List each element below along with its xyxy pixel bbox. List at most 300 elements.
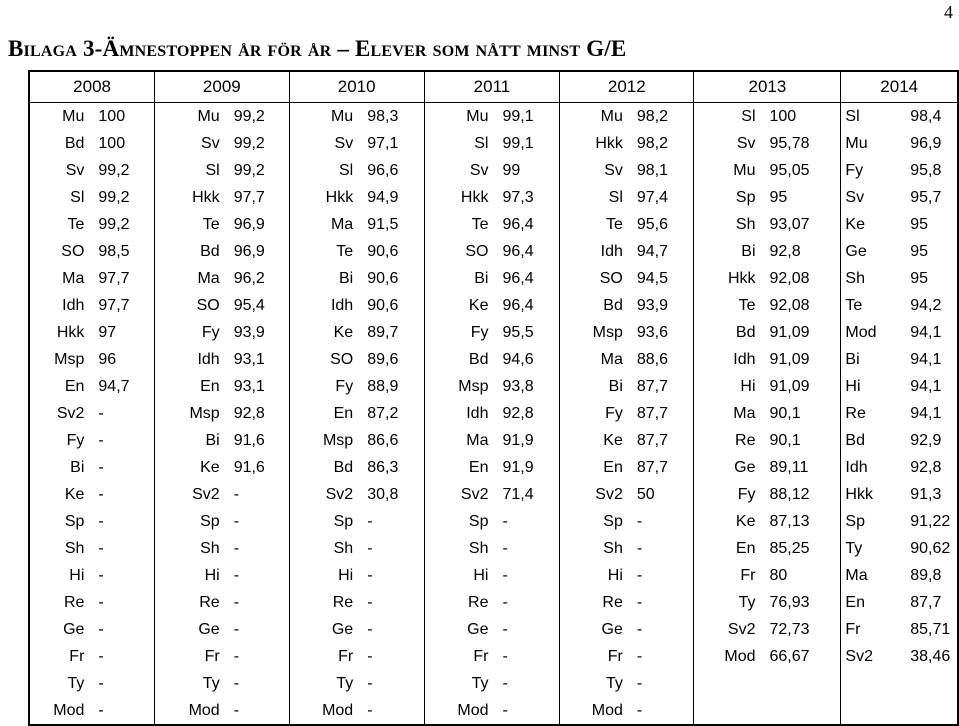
value-cell: 95	[900, 238, 958, 265]
value-cell: 94,1	[900, 373, 958, 400]
value-cell: 87,7	[627, 454, 694, 481]
value-cell: 91,6	[224, 454, 289, 481]
value-cell: -	[492, 616, 559, 643]
subject-cell: Bd	[424, 346, 492, 373]
year-header-2009: 2009	[155, 71, 289, 103]
subject-cell: Ke	[424, 292, 492, 319]
subject-cell: Hkk	[694, 265, 760, 292]
table-row	[29, 589, 958, 616]
subject-cell: Mu	[424, 103, 492, 131]
value-cell: 98,2	[627, 103, 694, 131]
value-cell: 90,62	[900, 535, 958, 562]
subject-cell: Idh	[155, 346, 224, 373]
value-cell: -	[88, 454, 154, 481]
subject-cell: SO	[560, 265, 627, 292]
subject-cell: Bd	[29, 130, 88, 157]
value-cell: 99	[492, 157, 559, 184]
table-row	[29, 292, 958, 319]
value-cell: -	[357, 697, 424, 725]
subject-cell: Sl	[29, 184, 88, 211]
table-row	[29, 400, 958, 427]
value-cell: 93,1	[224, 346, 289, 373]
value-cell: -	[357, 508, 424, 535]
subject-cell: SO	[424, 238, 492, 265]
subject-cell: Sv	[560, 157, 627, 184]
value-cell: 94,2	[900, 292, 958, 319]
value-cell: 87,2	[357, 400, 424, 427]
table-row	[29, 481, 958, 508]
subject-cell: En	[560, 454, 627, 481]
subject-cell: Idh	[289, 292, 357, 319]
value-cell: -	[224, 589, 289, 616]
subject-cell: Ge	[29, 616, 88, 643]
value-cell: 99,2	[88, 184, 154, 211]
value-cell: 91,6	[224, 427, 289, 454]
value-cell: 92,08	[760, 265, 841, 292]
value-cell: 96,4	[492, 265, 559, 292]
subject-cell: Bi	[424, 265, 492, 292]
subject-cell: Fy	[424, 319, 492, 346]
value-cell: 71,4	[492, 481, 559, 508]
value-cell: -	[627, 670, 694, 697]
subject-cell: Idh	[694, 346, 760, 373]
value-cell: -	[88, 427, 154, 454]
subject-cell: Bi	[694, 238, 760, 265]
subject-cell: Sl	[155, 157, 224, 184]
subject-cell: En	[841, 589, 900, 616]
subject-cell: Sp	[560, 508, 627, 535]
value-cell: -	[492, 562, 559, 589]
value-cell: 91,5	[357, 211, 424, 238]
subject-cell: Hi	[694, 373, 760, 400]
value-cell: -	[492, 535, 559, 562]
subject-cell: Mod	[841, 319, 900, 346]
subject-cell: Ge	[694, 454, 760, 481]
value-cell: 100	[760, 103, 841, 131]
subject-cell: Fr	[841, 616, 900, 643]
value-cell	[900, 697, 958, 725]
value-cell: -	[88, 670, 154, 697]
subject-cell: Te	[29, 211, 88, 238]
subject-cell: Mu	[29, 103, 88, 131]
subject-cell: Te	[560, 211, 627, 238]
value-cell: -	[224, 481, 289, 508]
table-row	[29, 130, 958, 157]
value-cell: 96,6	[357, 157, 424, 184]
value-cell: 87,7	[627, 427, 694, 454]
subject-cell	[841, 670, 900, 697]
value-cell: 92,8	[224, 400, 289, 427]
subject-cell: Te	[424, 211, 492, 238]
subject-cell: Mu	[560, 103, 627, 131]
subject-cell: Sv2	[424, 481, 492, 508]
value-cell: 95	[760, 184, 841, 211]
subject-cell: Ma	[841, 562, 900, 589]
value-cell: 87,13	[760, 508, 841, 535]
subject-cell: Sv2	[560, 481, 627, 508]
subject-cell: Hi	[155, 562, 224, 589]
year-header-2013: 2013	[694, 71, 841, 103]
subject-cell: Sv	[841, 184, 900, 211]
table-row	[29, 238, 958, 265]
subject-cell: Mu	[289, 103, 357, 131]
value-cell: 66,67	[760, 643, 841, 670]
subject-cell: Hi	[560, 562, 627, 589]
value-cell	[760, 697, 841, 725]
subject-cell: Sh	[424, 535, 492, 562]
value-cell: 98,2	[627, 130, 694, 157]
subject-cell: Ke	[155, 454, 224, 481]
subject-cell: Sh	[155, 535, 224, 562]
value-cell: 89,11	[760, 454, 841, 481]
value-cell: -	[492, 670, 559, 697]
value-cell: 88,9	[357, 373, 424, 400]
subject-cell: En	[289, 400, 357, 427]
value-cell: -	[492, 697, 559, 725]
subject-cell: En	[155, 373, 224, 400]
value-cell: 91,3	[900, 481, 958, 508]
subject-cell: Mod	[289, 697, 357, 725]
table-row	[29, 373, 958, 400]
subject-cell: Sv	[694, 130, 760, 157]
subject-cell: Msp	[155, 400, 224, 427]
subject-cell: Bi	[155, 427, 224, 454]
table-row	[29, 697, 958, 725]
subject-cell: Ma	[29, 265, 88, 292]
subject-cell: Idh	[560, 238, 627, 265]
value-cell: 95	[900, 265, 958, 292]
table-row	[29, 454, 958, 481]
subject-cell: Fy	[694, 481, 760, 508]
subject-cell: Fy	[155, 319, 224, 346]
subject-cell: SO	[29, 238, 88, 265]
value-cell: -	[627, 508, 694, 535]
value-cell: 91,9	[492, 454, 559, 481]
value-cell: -	[88, 400, 154, 427]
subject-cell: Sv	[289, 130, 357, 157]
value-cell: -	[627, 643, 694, 670]
value-cell: 94,1	[900, 400, 958, 427]
value-cell: 94,9	[357, 184, 424, 211]
value-cell: -	[88, 508, 154, 535]
subject-cell: Ma	[289, 211, 357, 238]
year-header-2008: 2008	[29, 71, 155, 103]
value-cell: 95,8	[900, 157, 958, 184]
value-cell: 90,6	[357, 292, 424, 319]
subject-cell: Sv	[424, 157, 492, 184]
subject-cell: Idh	[424, 400, 492, 427]
table-row	[29, 157, 958, 184]
document-title: Bilaga 3-Ämnestoppen år för år – Elever som nått minst G/E	[8, 36, 627, 61]
value-cell: -	[88, 697, 154, 725]
subject-cell: Ty	[29, 670, 88, 697]
subject-cell: Sp	[29, 508, 88, 535]
subject-cell: Re	[289, 589, 357, 616]
value-cell: 85,25	[760, 535, 841, 562]
subject-cell: Ty	[289, 670, 357, 697]
value-cell: 95,5	[492, 319, 559, 346]
value-cell: 95,6	[627, 211, 694, 238]
subject-cell: Sv2	[694, 616, 760, 643]
value-cell: 88,12	[760, 481, 841, 508]
value-cell: 93,6	[627, 319, 694, 346]
value-cell: 92,08	[760, 292, 841, 319]
subject-cell: Ge	[289, 616, 357, 643]
value-cell: 97	[88, 319, 154, 346]
subject-cell: Fr	[560, 643, 627, 670]
subject-cell: Ke	[560, 427, 627, 454]
value-cell: -	[88, 535, 154, 562]
subject-cell: Msp	[29, 346, 88, 373]
subject-cell: Sl	[560, 184, 627, 211]
subject-cell: Bi	[560, 373, 627, 400]
subject-cell	[694, 670, 760, 697]
subject-cell: Fr	[289, 643, 357, 670]
value-cell: -	[492, 508, 559, 535]
subject-cell: Idh	[29, 292, 88, 319]
value-cell: 91,9	[492, 427, 559, 454]
subject-cell: Sl	[841, 103, 900, 131]
value-cell: 97,1	[357, 130, 424, 157]
subject-cell: Msp	[289, 427, 357, 454]
page-number: 4	[944, 2, 953, 22]
value-cell: 30,8	[357, 481, 424, 508]
value-cell: -	[627, 562, 694, 589]
subject-cell: Bd	[289, 454, 357, 481]
value-cell: 93,1	[224, 373, 289, 400]
value-cell: 99,2	[224, 103, 289, 131]
subject-cell: Ge	[424, 616, 492, 643]
subject-cell: Ge	[560, 616, 627, 643]
subject-cell: Sp	[289, 508, 357, 535]
value-cell: 98,3	[357, 103, 424, 131]
subject-cell: Sl	[289, 157, 357, 184]
value-cell: -	[88, 481, 154, 508]
value-cell: -	[224, 670, 289, 697]
subject-cell: Hi	[424, 562, 492, 589]
subject-cell: Fr	[29, 643, 88, 670]
table-row	[29, 616, 958, 643]
value-cell: 95,7	[900, 184, 958, 211]
value-cell: 93,9	[224, 319, 289, 346]
subject-cell: Re	[155, 589, 224, 616]
value-cell: -	[357, 643, 424, 670]
subject-cell: Idh	[841, 454, 900, 481]
subject-cell: Hi	[841, 373, 900, 400]
subject-cell: SO	[155, 292, 224, 319]
subject-cell: Bd	[841, 427, 900, 454]
subject-cell: Re	[560, 589, 627, 616]
year-header-2011: 2011	[424, 71, 559, 103]
table-body	[29, 103, 958, 726]
value-cell: 96,4	[492, 238, 559, 265]
value-cell: -	[627, 616, 694, 643]
value-cell: -	[88, 589, 154, 616]
table-row	[29, 103, 958, 131]
subject-cell: Sp	[694, 184, 760, 211]
table-row	[29, 670, 958, 697]
subject-cell: Ty	[841, 535, 900, 562]
value-cell: -	[627, 697, 694, 725]
value-cell: 89,7	[357, 319, 424, 346]
subject-cell: Hkk	[424, 184, 492, 211]
value-cell: 99,2	[88, 211, 154, 238]
value-cell: -	[88, 643, 154, 670]
table-row	[29, 346, 958, 373]
subject-cell: Ma	[560, 346, 627, 373]
subject-cell: Sl	[694, 103, 760, 131]
value-cell: -	[492, 589, 559, 616]
value-cell: -	[88, 562, 154, 589]
value-cell: 94,1	[900, 346, 958, 373]
value-cell: 85,71	[900, 616, 958, 643]
subject-cell: Ty	[560, 670, 627, 697]
subject-cell: Bi	[289, 265, 357, 292]
value-cell: -	[357, 562, 424, 589]
table-row	[29, 562, 958, 589]
value-cell: 97,7	[88, 292, 154, 319]
value-cell: -	[224, 616, 289, 643]
value-cell: 97,7	[224, 184, 289, 211]
table-row	[29, 508, 958, 535]
subject-cell: SO	[289, 346, 357, 373]
subject-cell: Bi	[29, 454, 88, 481]
value-cell: 95	[900, 211, 958, 238]
subject-cell: Mu	[694, 157, 760, 184]
subject-cell: Mod	[694, 643, 760, 670]
subject-cell: Te	[289, 238, 357, 265]
value-cell: 80	[760, 562, 841, 589]
year-header-2014: 2014	[841, 71, 958, 103]
subject-cell	[841, 697, 900, 725]
value-cell: 72,73	[760, 616, 841, 643]
value-cell: 92,9	[900, 427, 958, 454]
value-cell: 87,7	[900, 589, 958, 616]
value-cell: 93,07	[760, 211, 841, 238]
table-row	[29, 427, 958, 454]
subject-cell	[694, 697, 760, 725]
value-cell: -	[88, 616, 154, 643]
subject-cell: Sv2	[29, 400, 88, 427]
table-row	[29, 643, 958, 670]
subject-cell: Msp	[560, 319, 627, 346]
value-cell: 91,09	[760, 373, 841, 400]
value-cell: 38,46	[900, 643, 958, 670]
value-cell: 90,6	[357, 238, 424, 265]
value-cell: -	[357, 670, 424, 697]
subject-cell: Ke	[694, 508, 760, 535]
subject-cell: Re	[841, 400, 900, 427]
value-cell: 96,9	[224, 211, 289, 238]
value-cell: 95,4	[224, 292, 289, 319]
subject-cell: Te	[841, 292, 900, 319]
subject-cell: Fy	[560, 400, 627, 427]
value-cell: 91,09	[760, 319, 841, 346]
value-cell: 88,6	[627, 346, 694, 373]
subject-cell: Sh	[289, 535, 357, 562]
subject-cell: Re	[694, 427, 760, 454]
year-header-2010: 2010	[289, 71, 424, 103]
table-header	[29, 71, 958, 103]
value-cell: 87,7	[627, 373, 694, 400]
subject-cell: Te	[155, 211, 224, 238]
value-cell: 99,1	[492, 130, 559, 157]
subject-cell: En	[694, 535, 760, 562]
value-cell: 97,4	[627, 184, 694, 211]
subject-cell: Fy	[841, 157, 900, 184]
value-cell: -	[357, 589, 424, 616]
subject-cell: Ge	[841, 238, 900, 265]
subject-cell: Fy	[289, 373, 357, 400]
table-row	[29, 184, 958, 211]
subject-cell: Sv	[29, 157, 88, 184]
subject-cell: Re	[29, 589, 88, 616]
value-cell: 92,8	[900, 454, 958, 481]
subject-cell: Bd	[155, 238, 224, 265]
value-cell: 87,7	[627, 400, 694, 427]
value-cell: 95,05	[760, 157, 841, 184]
subject-cell: Sv	[155, 130, 224, 157]
value-cell: 96	[88, 346, 154, 373]
subject-cell: Bd	[694, 319, 760, 346]
subject-cell: Mu	[155, 103, 224, 131]
table-row	[29, 535, 958, 562]
value-cell: 98,4	[900, 103, 958, 131]
value-cell: 99,2	[224, 157, 289, 184]
value-cell: -	[224, 508, 289, 535]
value-cell: 95,78	[760, 130, 841, 157]
subject-cell: En	[424, 454, 492, 481]
value-cell: 90,6	[357, 265, 424, 292]
subject-cell: Sh	[694, 211, 760, 238]
subject-cell: Hkk	[289, 184, 357, 211]
value-cell: 50	[627, 481, 694, 508]
value-cell: 91,09	[760, 346, 841, 373]
subject-cell: Mod	[29, 697, 88, 725]
subject-cell: Ge	[155, 616, 224, 643]
value-cell: 96,9	[900, 130, 958, 157]
value-cell: -	[627, 535, 694, 562]
value-cell: 90,1	[760, 427, 841, 454]
value-cell: 96,9	[224, 238, 289, 265]
value-cell: 90,1	[760, 400, 841, 427]
subject-cell: Ty	[155, 670, 224, 697]
subject-cell: Hi	[289, 562, 357, 589]
value-cell: 96,4	[492, 292, 559, 319]
value-cell: 93,9	[627, 292, 694, 319]
value-cell: -	[627, 589, 694, 616]
subject-cell: En	[29, 373, 88, 400]
table-row	[29, 265, 958, 292]
value-cell: -	[357, 535, 424, 562]
subject-cell: Hkk	[841, 481, 900, 508]
subject-cell: Fr	[155, 643, 224, 670]
value-cell	[900, 670, 958, 697]
value-cell: 96,4	[492, 211, 559, 238]
value-cell: 89,6	[357, 346, 424, 373]
value-cell: 94,1	[900, 319, 958, 346]
value-cell: 94,5	[627, 265, 694, 292]
subject-cell: Sh	[560, 535, 627, 562]
subject-cell: Fr	[424, 643, 492, 670]
subject-cell: Sl	[424, 130, 492, 157]
value-cell: 97,7	[88, 265, 154, 292]
subject-cell: Hkk	[155, 184, 224, 211]
subject-cell: Sp	[155, 508, 224, 535]
subject-cell: Mod	[424, 697, 492, 725]
subject-cell: Ke	[289, 319, 357, 346]
subject-cell: Mod	[560, 697, 627, 725]
